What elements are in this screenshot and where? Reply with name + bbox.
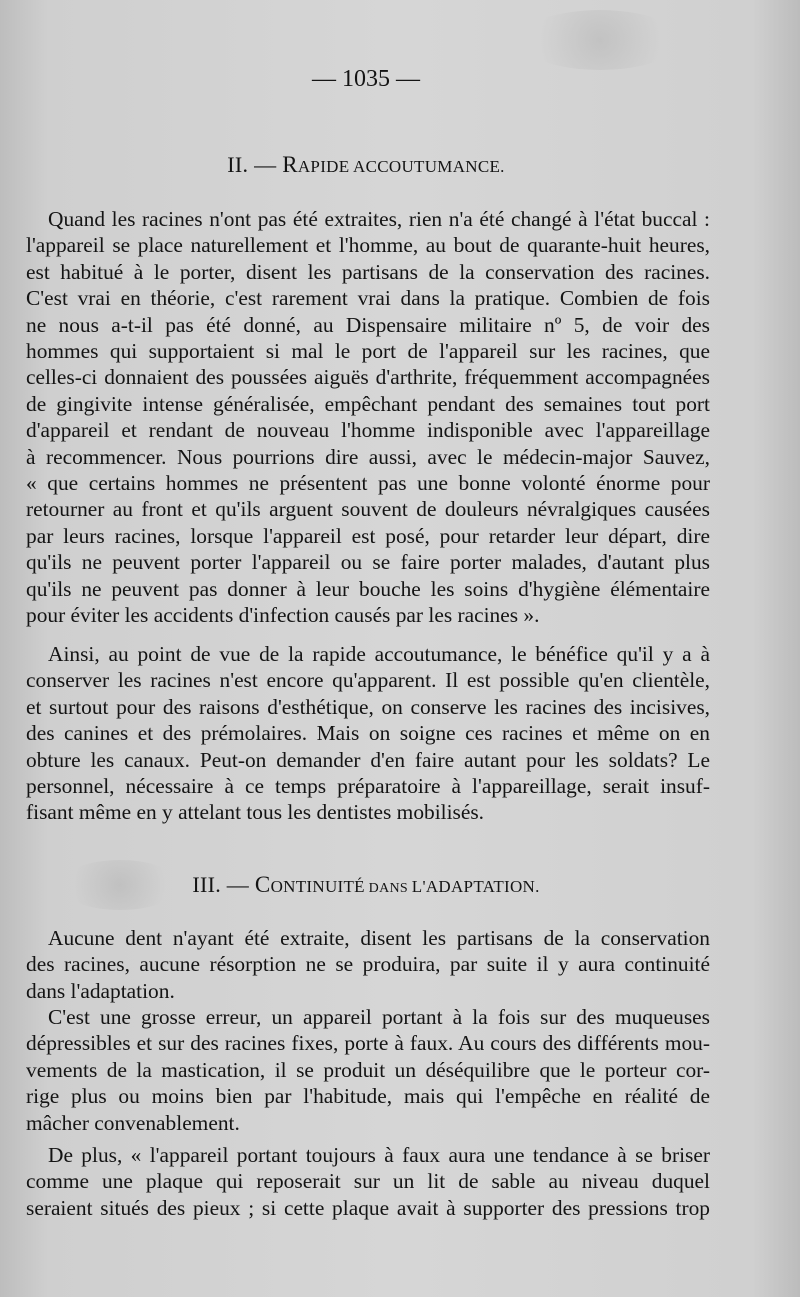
text-line: De plus, « l'appareil portant toujours à faux aura une tendance à se briser	[48, 1143, 710, 1167]
section-title-initial: C	[254, 872, 271, 897]
text-line: par leurs racines, lorsque l'appareil est posé, pour retarder leur départ, dire	[26, 523, 710, 548]
text-line: celles-ci donnaient des poussées aiguës d'arthrite, fréquemment accompagnées	[26, 365, 710, 390]
section-numeral: III. —	[192, 872, 255, 897]
text-line: et surtout pour des raisons d'esthétique, on conserve les racines des incisives,	[26, 694, 710, 719]
section-title-initial: R	[282, 152, 298, 177]
text-line: C'est une grosse erreur, un appareil portant à la fois sur des muqueuses	[48, 1005, 710, 1029]
text-line: ne nous a-t-il pas été donné, au Dispensaire militaire nº 5, de voir des	[26, 312, 710, 337]
text-line: dans l'adaptation.	[26, 978, 175, 1003]
text-line: seraient situés des pieux ; si cette plaque avait à supporter des pressions trop	[26, 1195, 710, 1220]
text-line: d'appareil et rendant de nouveau l'homme indisponible avec l'appareillage	[26, 418, 710, 443]
text-line: comme une plaque qui reposerait sur un lit de sable au niveau duquel	[26, 1169, 710, 1194]
section-title-text: DANS	[364, 881, 412, 896]
text-line: qu'ils ne peuvent porter l'appareil ou se faire porter malades, d'autant plus	[26, 550, 710, 575]
paragraph-de-plus	[26, 1142, 710, 1221]
page-number: — 1035 —	[312, 66, 420, 92]
text-line: dépressibles et sur des racines fixes, porte à faux. Au cours des différents mou-	[26, 1031, 710, 1056]
text-line: « que certains hommes ne présentent pas une bonne volonté énorme pour	[26, 471, 710, 496]
text-line: Ainsi, au point de vue de la rapide accoutumance, le bénéfice qu'il y a à	[48, 642, 710, 666]
section-title-text: L'ADAPTATION.	[411, 877, 540, 896]
paragraph-aucune-dent	[26, 925, 710, 1004]
text-line: pour éviter les accidents d'infection causés par les racines ».	[26, 603, 540, 628]
text-line: vements de la mastication, il se produit un déséquilibre que le porteur cor-	[26, 1057, 710, 1082]
section-title-rapide-accoutumance	[0, 152, 732, 178]
paragraph-racines-non-extraites	[26, 206, 710, 629]
text-line: des canines et des prémolaires. Mais on soigne ces racines et même on en	[26, 721, 710, 746]
text-line: à recommencer. Nous pourrions dire aussi, avec le médecin-major Sauvez,	[26, 444, 710, 469]
text-line: C'est vrai en théorie, c'est rarement vrai dans la pratique. Combien de fois	[26, 286, 710, 311]
text-line: rige plus ou moins bien par l'habitude, mais qui l'empêche en réalité de	[26, 1084, 710, 1109]
text-line: fisant même en y attelant tous les dentistes mobilisés.	[26, 800, 485, 825]
paragraph-ainsi-au-point-de-vue	[26, 641, 710, 826]
text-line: obture les canaux. Peut-on demander d'en faire autant pour les soldats? Le	[26, 747, 710, 772]
paragraph-grosse-erreur	[26, 1004, 710, 1136]
text-line: conserver les racines n'est encore qu'apparent. Il est possible qu'en clientèle,	[26, 668, 710, 693]
scan-smudge	[520, 10, 680, 70]
text-line: l'appareil se place naturellement et l'homme, au bout de quarante-huit heures,	[26, 233, 710, 258]
text-line: Quand les racines n'ont pas été extraites, rien n'a été changé à l'état buccal :	[48, 207, 710, 231]
text-line: qu'ils ne peuvent pas donner à leur bouche les soins d'hygiène élémentaire	[26, 576, 710, 601]
text-line: hommes qui supportaient si mal le port de l'appareil sur les racines, que	[26, 339, 710, 364]
text-line: personnel, nécessaire à ce temps préparatoire à l'appareillage, serait insuf-	[26, 774, 710, 799]
text-line: Aucune dent n'ayant été extraite, disent les partisans de la conservation	[48, 926, 710, 950]
text-line: est habitué à le porter, disent les partisans de la conservation des racines.	[26, 259, 710, 284]
section-title-text: ONTINUITÉ	[270, 877, 365, 896]
text-line: des racines, aucune résorption ne se produira, par suite il y aura continuité	[26, 952, 710, 977]
section-numeral: II. —	[227, 152, 283, 177]
text-line: retourner au front et qu'ils arguent souvent de douleurs névralgiques causées	[26, 497, 710, 522]
text-line: mâcher convenablement.	[26, 1110, 240, 1135]
section-title-text: APIDE ACCOUTUMANCE.	[297, 157, 505, 176]
section-title-continuite-adaptation	[0, 872, 732, 898]
text-line: de gingivite intense généralisée, empêchant pendant des semaines tout port	[26, 391, 710, 416]
